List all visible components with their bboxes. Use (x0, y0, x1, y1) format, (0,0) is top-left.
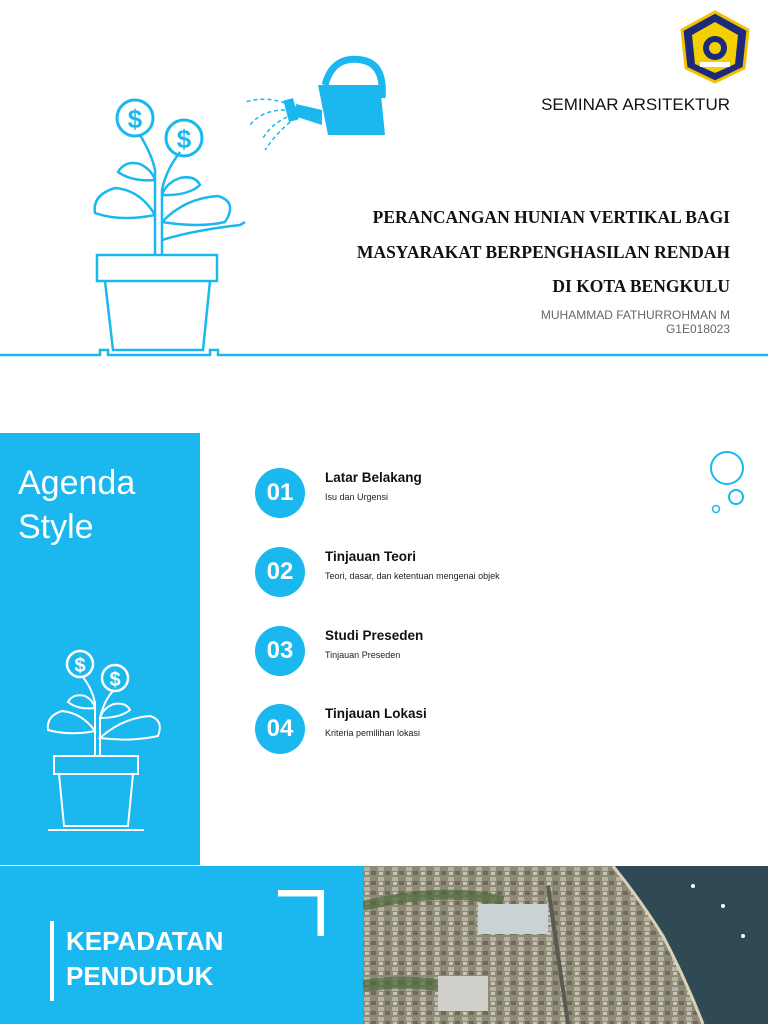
aerial-city-photo (363, 866, 768, 1024)
agenda-item-label: Tinjauan Lokasi (325, 706, 427, 721)
accent-bar (50, 921, 54, 1001)
water-spray-icon (245, 99, 290, 150)
agenda-item-label: Studi Preseden (325, 628, 424, 643)
section-title-line-1: KEPADATAN (66, 926, 224, 956)
agenda-item-desc: Kriteria pemilihan lokasi (325, 728, 421, 738)
agenda-item-label: Latar Belakang (325, 470, 422, 485)
leaf-icon (95, 163, 245, 240)
population-density-slide (0, 866, 768, 1024)
watering-can-icon (283, 59, 385, 135)
agenda-item-studi-preseden (255, 626, 735, 676)
section-title (66, 924, 223, 994)
title-line-2: MASYARAKAT BERPENGHASILAN RENDAH (356, 242, 730, 262)
agenda-number-badge: 01 (255, 468, 305, 518)
agenda-slide (0, 433, 768, 865)
dollar-glyph-4: $ (109, 669, 121, 691)
agenda-number-badge: 02 (255, 547, 305, 597)
agenda-title-line-2: Style (18, 508, 94, 546)
dollar-glyph-2: $ (176, 124, 192, 154)
title-slide (0, 0, 768, 384)
agenda-panel (0, 433, 200, 865)
title-line-3: DI KOTA BENGKULU (552, 276, 730, 296)
agenda-item-desc: Teori, dasar, dan ketentuan mengenai objek (325, 571, 500, 581)
dollar-glyph-1: $ (127, 104, 143, 134)
agenda-item-desc: Tinjauan Preseden (325, 650, 401, 660)
agenda-item-tinjauan-teori (255, 547, 735, 597)
plant-icon (40, 638, 170, 838)
agenda-number-badge: 04 (255, 704, 305, 754)
university-seal-logo (678, 10, 752, 84)
agenda-item-latar-belakang (255, 468, 735, 518)
dollar-glyph-3: $ (74, 655, 86, 677)
section-title-line-2: PENDUDUK (66, 961, 214, 991)
agenda-item-desc: Isu dan Urgensi (325, 492, 389, 502)
agenda-item-tinjauan-lokasi (255, 704, 735, 754)
corner-bracket-decoration (278, 890, 324, 936)
seminar-label: SEMINAR ARSITEKTUR (541, 95, 730, 114)
student-id: G1E018023 (665, 322, 730, 336)
pot-icon (97, 255, 217, 350)
author-name: MUHAMMAD FATHURROHMAN M (540, 308, 730, 322)
agenda-title-line-1: Agenda (18, 464, 136, 502)
title-line-1: PERANCANGAN HUNIAN VERTIKAL BAGI (372, 207, 730, 227)
agenda-title (18, 461, 135, 549)
agenda-number-badge: 03 (255, 626, 305, 676)
author-block (541, 308, 730, 336)
agenda-item-label: Tinjauan Teori (325, 549, 417, 564)
